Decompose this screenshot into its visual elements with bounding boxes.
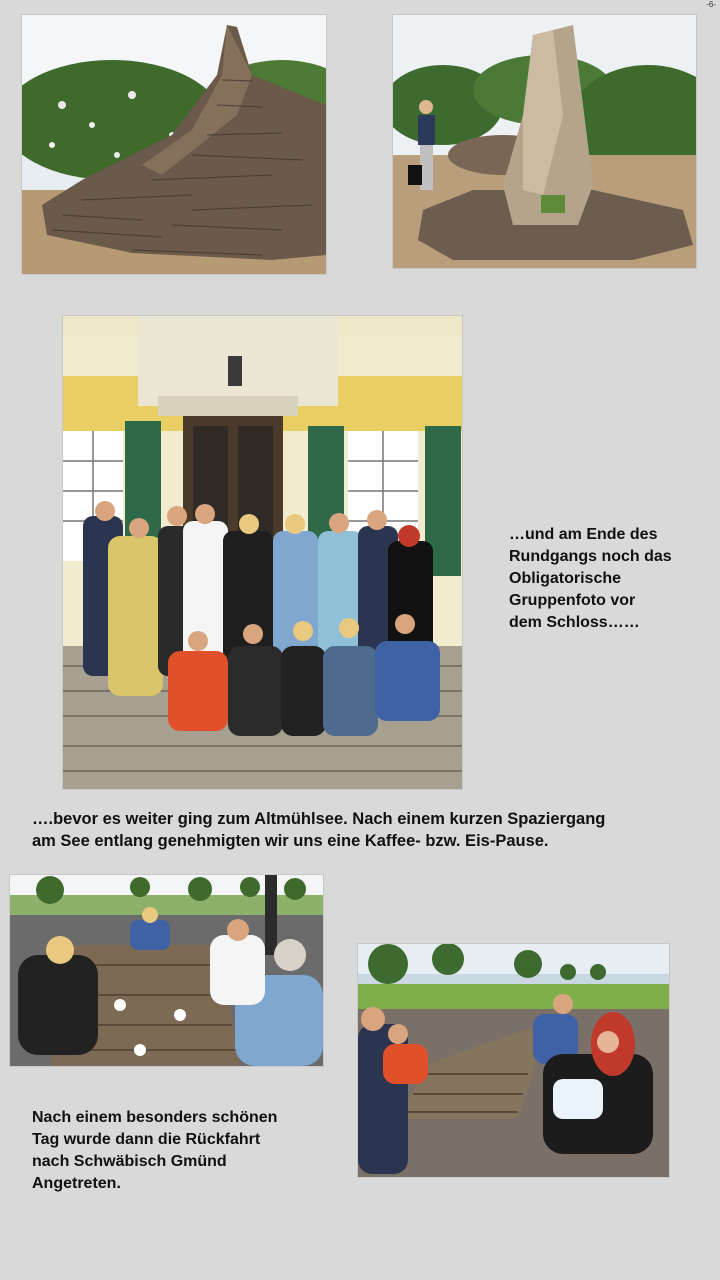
caption-altmuehlsee: ….bevor es weiter ging zum Altmühlsee. Nach einem kurzen Spaziergang am See entlang genehmigten wir uns eine Kaffee- bzw. Eis-Pause. [32,810,606,850]
caption-return-trip: Nach einem besonders schönen Tag wurde dann die Rückfahrt nach Schwäbisch Gmünd Angetreten. [32,1109,278,1192]
photo-lakeside-tables [358,944,669,1177]
photo-stone-cairn [22,15,326,274]
photo-group-palace [63,316,462,789]
page-number: -6- [706,0,716,9]
photo-cafe-terrace [10,875,323,1066]
caption-group-photo: …und am Ende des Rundgangs noch das Obligatorische Gruppenfoto vor dem Schloss…… [509,526,672,631]
photo-standing-stone [393,15,696,268]
